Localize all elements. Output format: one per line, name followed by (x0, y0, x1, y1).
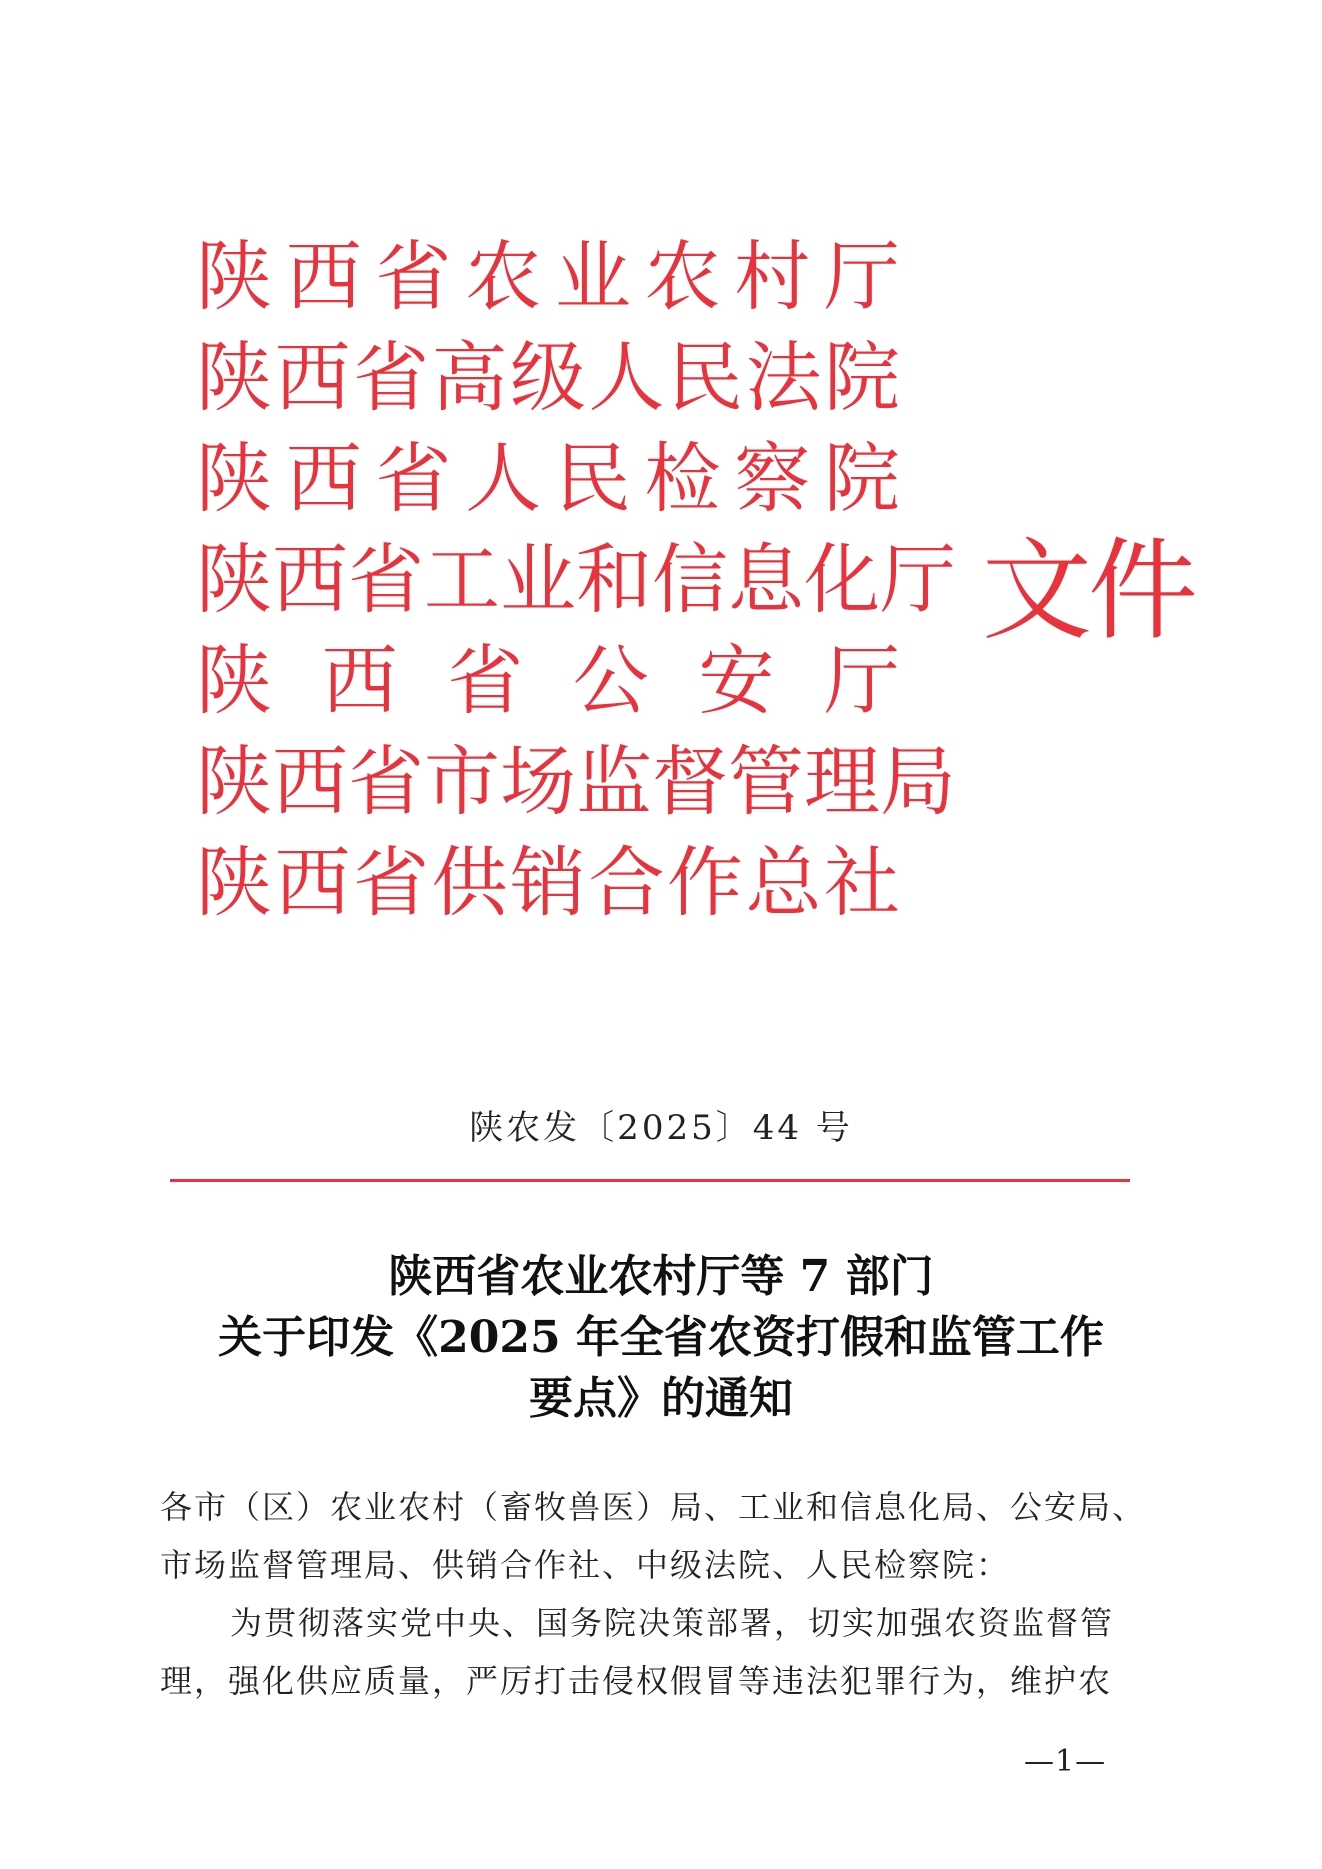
issuer-character: 监 (576, 736, 652, 826)
issuer-character: 省 (348, 534, 424, 624)
issuer-character: 村 (734, 231, 811, 321)
issuer-character: 西 (285, 231, 362, 321)
issuer-character: 厅 (880, 534, 956, 624)
title-line-2: 关于印发《2025 年全省农资打假和监管工作 (218, 1312, 1104, 1363)
issuer-character: 陕 (196, 332, 272, 422)
page-number: —1— (1024, 1744, 1107, 1779)
title-line-1: 陕西省农业农村厅等 7 部门 (388, 1251, 934, 1302)
issuer-character: 陕 (196, 635, 272, 725)
document-number: 陕农发〔2025〕44 号 (469, 1108, 853, 1148)
issuer-character: 安 (698, 635, 775, 725)
issuer-character: 院 (824, 332, 900, 422)
issuer-character: 局 (880, 736, 956, 826)
issuer-character: 陕 (196, 231, 272, 321)
issuer-character: 管 (728, 736, 804, 826)
issuer-character: 和 (576, 534, 652, 624)
issuer-character: 西 (285, 433, 362, 523)
issuer-character: 陕 (196, 534, 272, 624)
issuer-character: 作 (667, 837, 743, 927)
issuer-character: 西 (272, 736, 348, 826)
issuer-character: 人 (465, 433, 542, 523)
issuer-character: 厅 (823, 635, 900, 725)
issuer-character: 农 (644, 231, 721, 321)
issuer-character: 西 (272, 534, 348, 624)
issuer-character: 销 (510, 837, 586, 927)
paragraph-line-1: 为贯彻落实党中央、国务院决策部署，切实加强农资监督管 (230, 1604, 1115, 1642)
issuer-character: 总 (745, 837, 822, 927)
issuer-character: 省 (353, 332, 429, 422)
issuer-character: 陕 (196, 736, 272, 826)
issuer-character: 民 (554, 433, 631, 523)
issuer-character: 农 (465, 231, 542, 321)
document-body (160, 1478, 1147, 1710)
issuer-character: 西 (274, 332, 351, 422)
issuer-character: 厅 (823, 231, 900, 321)
issuer-character: 省 (375, 231, 452, 321)
issuer-character: 西 (321, 635, 398, 725)
issuer-name-row (196, 731, 956, 832)
issuer-character: 陕 (196, 433, 272, 523)
document-label: 文件 (982, 527, 1194, 655)
issuer-name-row (196, 327, 900, 428)
issuer-character: 检 (644, 433, 721, 523)
issuer-character: 督 (652, 736, 728, 826)
issuer-character: 社 (824, 837, 900, 927)
issuer-character: 化 (804, 534, 880, 624)
issuing-authorities (196, 226, 956, 933)
red-separator-line (170, 1179, 1130, 1182)
issuer-character: 法 (745, 332, 822, 422)
issuer-character: 公 (572, 635, 649, 725)
issuer-character: 工 (424, 534, 500, 624)
issuer-name-row (196, 832, 900, 933)
issuer-character: 院 (823, 433, 900, 523)
addressee-line-1: 各市（区）农业农村（畜牧兽医）局、工业和信息化局、公安局、 (160, 1488, 1147, 1526)
issuer-name-row (196, 226, 900, 327)
issuer-name-row (196, 630, 900, 731)
issuer-character: 级 (510, 332, 586, 422)
issuer-character: 西 (274, 837, 351, 927)
issuer-character: 市 (424, 736, 500, 826)
issuer-character: 省 (348, 736, 424, 826)
title-line-3: 要点》的通知 (529, 1373, 793, 1424)
issuer-character: 民 (667, 332, 743, 422)
issuer-character: 理 (804, 736, 880, 826)
document-title (0, 1246, 1322, 1429)
issuer-character: 省 (375, 433, 452, 523)
paragraph-line-2: 理，强化供应质量，严厉打击侵权假冒等违法犯罪行为，维护农 (160, 1662, 1113, 1700)
issuer-character: 业 (500, 534, 576, 624)
issuer-name-row (196, 529, 956, 630)
issuer-character: 信 (652, 534, 728, 624)
issuer-character: 息 (728, 534, 804, 624)
issuer-character: 省 (447, 635, 524, 725)
issuer-character: 陕 (196, 837, 272, 927)
issuer-character: 合 (588, 837, 665, 927)
issuer-character: 业 (554, 231, 631, 321)
issuer-character: 场 (500, 736, 576, 826)
issuer-character: 人 (588, 332, 665, 422)
issuer-character: 供 (431, 837, 508, 927)
issuer-name-row (196, 428, 900, 529)
issuer-character: 察 (734, 433, 811, 523)
issuer-character: 省 (353, 837, 429, 927)
addressee-line-2: 市场监督管理局、供销合作社、中级法院、人民检察院： (160, 1546, 1011, 1584)
issuer-character: 高 (431, 332, 508, 422)
